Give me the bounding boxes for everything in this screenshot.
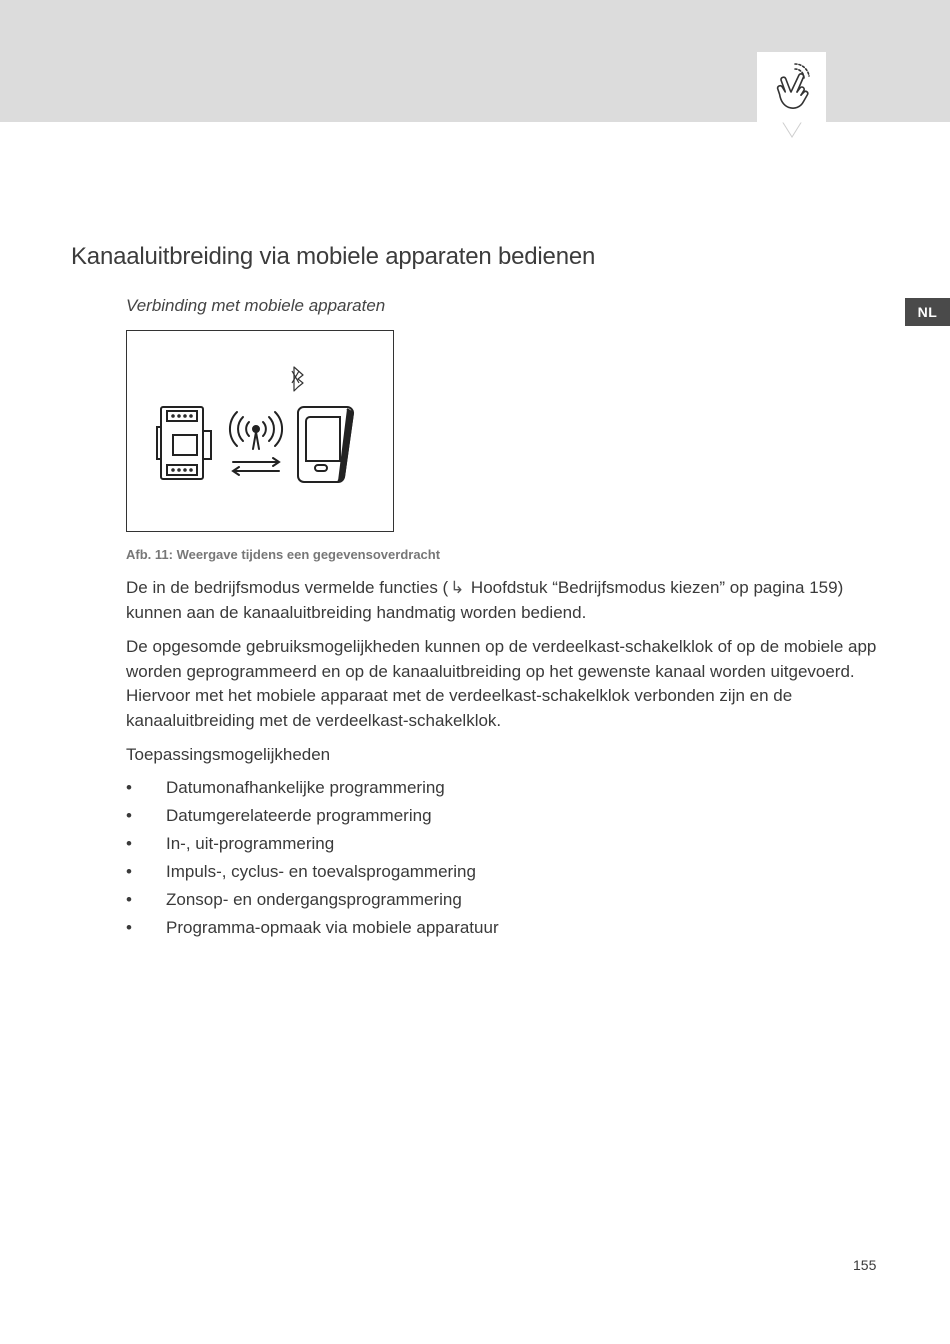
list-item-text: Datumgerelateerde programmering — [166, 806, 432, 825]
bluetooth-icon — [292, 367, 303, 391]
list-item — [126, 886, 499, 914]
list-item-text: In-, uit-programmering — [166, 834, 335, 853]
list-item — [126, 830, 499, 858]
figure-illustration — [126, 330, 394, 532]
list-item-text: Datumonafhankelijke programmering — [166, 778, 445, 797]
list-item — [126, 774, 499, 802]
touch-gesture-icon — [771, 62, 813, 110]
radio-signal-icon — [230, 412, 282, 449]
bullet-marker: • — [126, 806, 132, 825]
figure-caption: Afb. 11: Weergave tijdens een gegevensoverdracht — [126, 547, 441, 562]
list-item-text: Zonsop- en ondergangsprogrammering — [166, 890, 462, 909]
din-rail-device-icon — [157, 407, 211, 479]
list-item — [126, 914, 499, 942]
language-tab: NL — [905, 298, 950, 326]
smartphone-icon — [298, 407, 353, 482]
figure-heading: Verbinding met mobiele apparaten — [126, 296, 386, 315]
page-number: 155 — [853, 1257, 877, 1273]
bullet-marker: • — [126, 778, 132, 797]
application-list — [126, 774, 499, 942]
bullet-marker: • — [126, 834, 132, 853]
bullet-marker: • — [126, 890, 132, 909]
list-heading: Toepassingsmogelijkheden — [126, 745, 331, 764]
badge-pointer — [782, 121, 802, 139]
list-item — [126, 858, 499, 886]
bullet-marker: • — [126, 862, 132, 881]
paragraph-intro-text-2[interactable]: Hoofdstuk “Bedrijfsmodus kiezen” op pagina 159) kunnen aan de kanaaluitbreiding handmatig worden bediend. — [126, 578, 844, 622]
section-badge — [757, 52, 826, 122]
page-title: Kanaaluitbreiding via mobiele apparaten bedienen — [71, 243, 596, 270]
cross-reference-icon: ↳ — [450, 578, 465, 597]
list-item-text: Programma-opmaak via mobiele apparatuur — [166, 918, 499, 937]
paragraph-intro-text-1: De in de bedrijfsmodus vermelde functies ( — [126, 578, 449, 597]
paragraph-intro — [126, 576, 886, 625]
paragraph-usage: De opgesomde gebruiksmogelijkheden kunnen op de verdeelkast-schakelklok of op de mobiele app worden geprogrammeerd en op de kanaaluitbreiding op het gewenste kanaal worden uitgevoerd. Hiervoor met het mobiele apparaat met de verdeelkast-schakelklok verbonden zijn en de kanaaluitbreiding met de verdeelkast-schakelklok. — [126, 637, 877, 730]
list-item-text: Impuls-, cyclus- en toevalsprogammering — [166, 862, 476, 881]
list-item — [126, 802, 499, 830]
bullet-marker: • — [126, 918, 132, 937]
bidirectional-arrows-icon — [233, 458, 279, 475]
